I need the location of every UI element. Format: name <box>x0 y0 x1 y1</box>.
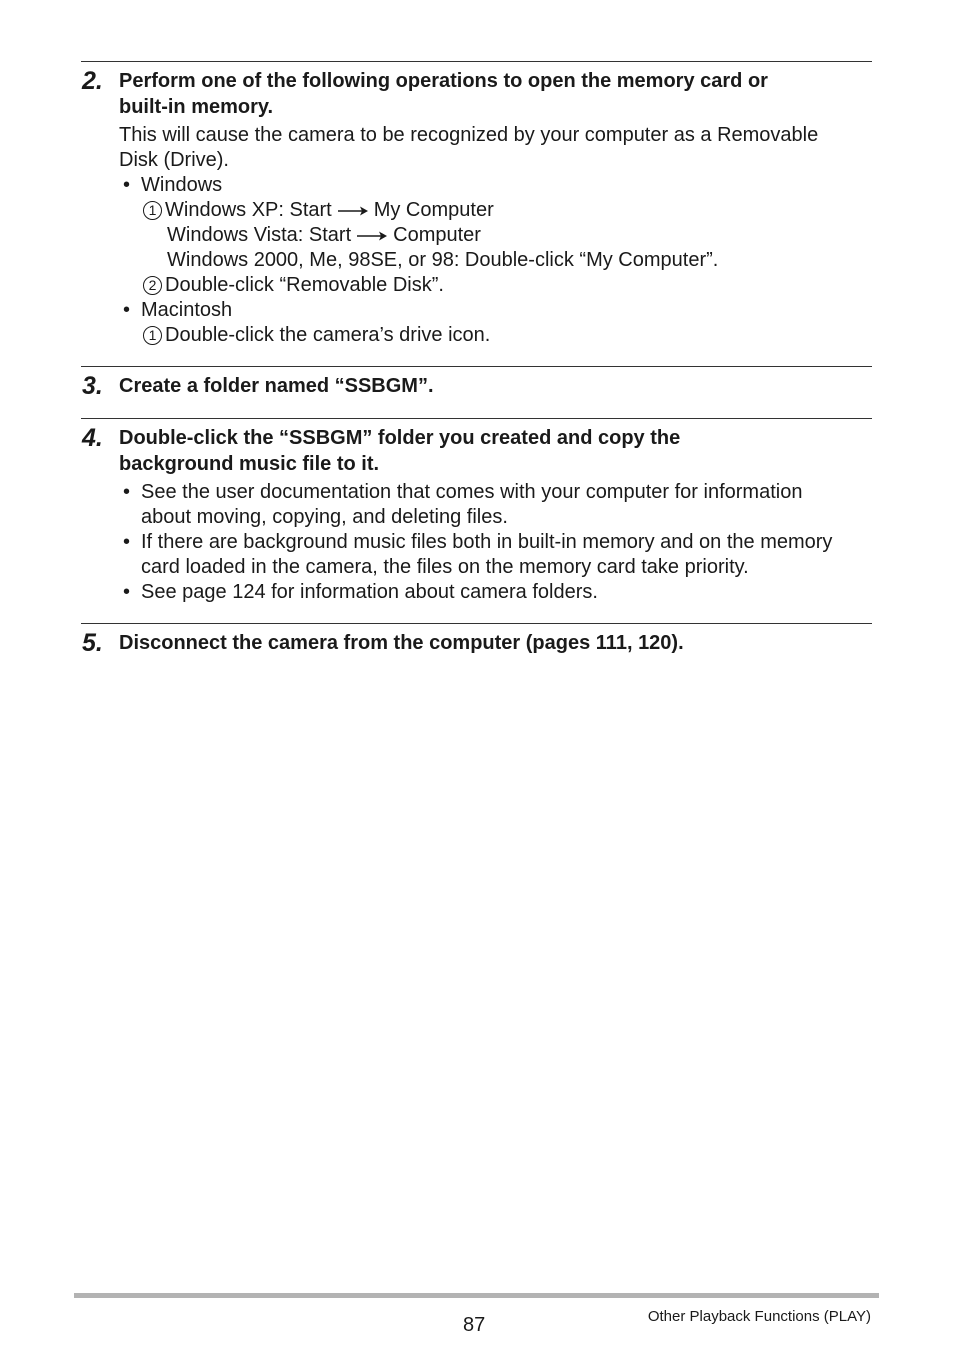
circled-number-icon: 2 <box>143 276 162 295</box>
list-item-text: card loaded in the camera, the files on the memory card take priority. <box>141 556 749 578</box>
bullet-glyph: • <box>123 581 131 603</box>
section-divider <box>81 418 872 419</box>
circled-number-icon: 1 <box>143 201 162 220</box>
step-heading: Create a folder named “SSBGM”. <box>119 375 434 397</box>
bullet-glyph: • <box>123 299 131 321</box>
bullet-glyph: • <box>123 174 131 196</box>
step-heading-line: Double-click the “SSBGM” folder you created and copy the <box>119 427 681 449</box>
list-item-text: See page 124 for information about camera folders. <box>141 581 598 603</box>
bullet-glyph: • <box>123 531 131 553</box>
step-heading-line: background music file to it. <box>119 453 380 475</box>
step-number: 2. <box>82 67 103 95</box>
right-arrow-icon <box>357 230 387 242</box>
bullet-glyph: • <box>123 481 131 503</box>
body-text: This will cause the camera to be recognized by your computer as a Removable <box>119 124 819 146</box>
section-divider <box>81 61 872 62</box>
footer-section-title: Other Playback Functions (PLAY) <box>647 1308 871 1325</box>
step-heading <box>119 425 879 477</box>
list-item-text: See the user documentation that comes with your computer for information <box>141 481 803 503</box>
step-heading-line: Perform one of the following operations to open the memory card or <box>119 70 768 92</box>
step-number: 3. <box>82 372 103 400</box>
step-number: 4. <box>82 424 103 452</box>
step-number: 5. <box>82 629 103 657</box>
list-item-text: about moving, copying, and deleting files. <box>141 506 508 528</box>
list-item-text: If there are background music files both in built-in memory and on the memory <box>141 531 833 553</box>
page-number: 87 <box>463 1314 486 1336</box>
windows-vista-instruction: Windows Vista: Start Computer <box>167 224 481 246</box>
section-divider <box>81 623 872 624</box>
os-label-windows: Windows <box>141 174 223 196</box>
step-heading <box>119 68 879 120</box>
body-text: Disk (Drive). <box>119 149 229 171</box>
os-label-macintosh: Macintosh <box>141 299 233 321</box>
windows-step-2: 2 Double-click “Removable Disk”. <box>143 273 444 298</box>
footer-rule <box>74 1293 879 1298</box>
windows-older-instruction: Windows 2000, Me, 98SE, or 98: Double-click “My Computer”. <box>167 249 719 271</box>
windows-xp-instruction: 1 Windows XP: Start My Computer <box>143 198 494 223</box>
step-heading: Disconnect the camera from the computer (pages 111, 120). <box>119 632 684 654</box>
step-heading-line: built-in memory. <box>119 96 274 118</box>
right-arrow-icon <box>338 205 368 217</box>
section-divider <box>81 366 872 367</box>
circled-number-icon: 1 <box>143 326 162 345</box>
mac-step-1: 1 Double-click the camera’s drive icon. <box>143 323 490 348</box>
